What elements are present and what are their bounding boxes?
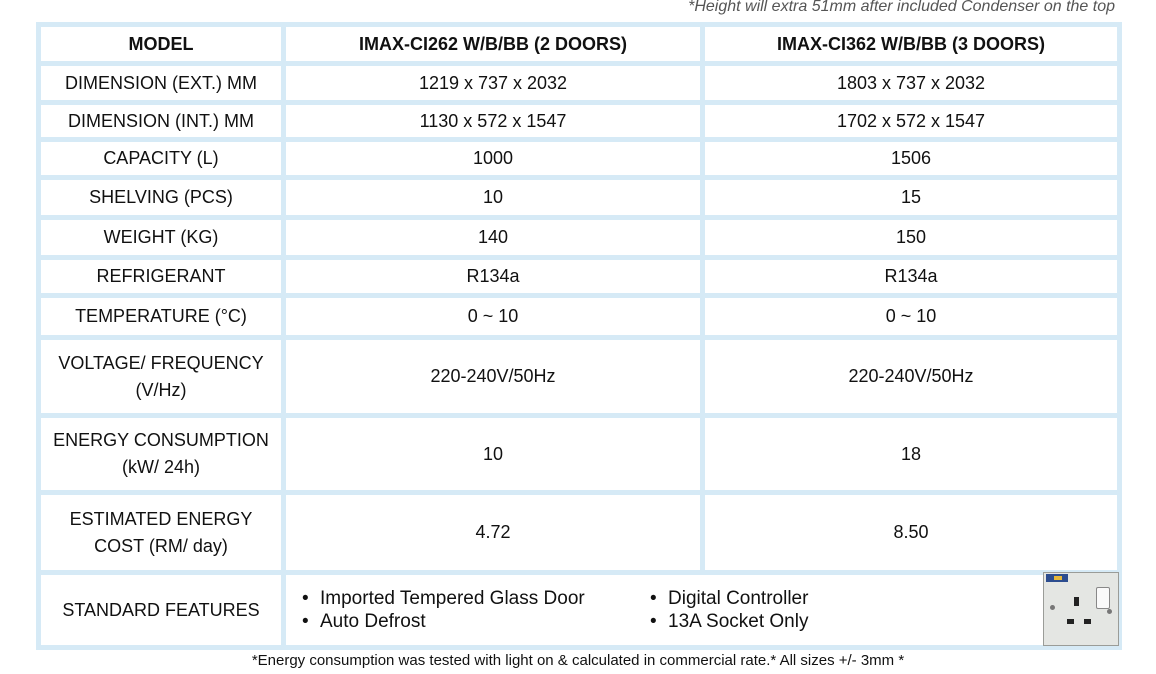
row-label: CAPACITY (L): [41, 142, 281, 175]
table-row: [41, 180, 1117, 215]
model-a-value: 10: [286, 180, 700, 215]
row-label: VOLTAGE/ FREQUENCY (V/Hz): [41, 340, 281, 413]
model-a-value: 1130 x 572 x 1547: [286, 105, 700, 137]
feature-item: • 13A Socket Only: [646, 610, 808, 633]
table-row: [41, 220, 1117, 255]
model-b-value: 220-240V/50Hz: [705, 340, 1117, 413]
features-list-right: [646, 587, 808, 633]
earth-pin-hole: [1074, 597, 1079, 606]
model-b-value: 1803 x 737 x 2032: [705, 66, 1117, 100]
model-b-value: 8.50: [705, 495, 1117, 570]
socket-switch: [1096, 587, 1110, 609]
features-cell: [286, 575, 1117, 645]
table-row: [41, 142, 1117, 175]
energy-footnote: *Energy consumption was tested with light on & calculated in commercial rate.* All sizes +/- 3mm *: [251, 652, 905, 669]
model-a-value: 1000: [286, 142, 700, 175]
model-b-value: R134a: [705, 260, 1117, 293]
row-label: WEIGHT (KG): [41, 220, 281, 255]
feature-item: • Auto Defrost: [298, 610, 585, 633]
table-row: [41, 418, 1117, 490]
features-list-left: [298, 587, 585, 633]
features-label: STANDARD FEATURES: [41, 575, 281, 645]
model-b-value: 1506: [705, 142, 1117, 175]
height-note: *Height will extra 51mm after included Condenser on the top: [688, 0, 1115, 15]
row-label: ESTIMATED ENERGY COST (RM/ day): [41, 495, 281, 570]
features-row: [41, 575, 1117, 645]
screw-icon: [1107, 609, 1112, 614]
power-socket-image: [1043, 572, 1119, 646]
model-b-value: 15: [705, 180, 1117, 215]
table-row: [41, 105, 1117, 137]
row-label: DIMENSION (EXT.) MM: [41, 66, 281, 100]
row-label: REFRIGERANT: [41, 260, 281, 293]
model-a-value: 1219 x 737 x 2032: [286, 66, 700, 100]
table-row: [41, 260, 1117, 293]
row-label: TEMPERATURE (°C): [41, 298, 281, 335]
model-a-value: 140: [286, 220, 700, 255]
model-a-value: R134a: [286, 260, 700, 293]
model-a-value: 0 ~ 10: [286, 298, 700, 335]
model-b-header: IMAX-CI362 W/B/BB (3 DOORS): [705, 27, 1117, 61]
table-row: [41, 298, 1117, 335]
header-label-cell: MODEL: [41, 27, 281, 61]
screw-icon: [1050, 605, 1055, 610]
model-b-value: 1702 x 572 x 1547: [705, 105, 1117, 137]
row-label: SHELVING (PCS): [41, 180, 281, 215]
spec-table: [36, 22, 1122, 650]
model-b-value: 150: [705, 220, 1117, 255]
feature-item: • Imported Tempered Glass Door: [298, 587, 585, 610]
model-a-value: 4.72: [286, 495, 700, 570]
sticker-label-accent: [1054, 576, 1062, 580]
model-b-value: 0 ~ 10: [705, 298, 1117, 335]
model-b-value: 18: [705, 418, 1117, 490]
table-row: [41, 340, 1117, 413]
row-label: DIMENSION (INT.) MM: [41, 105, 281, 137]
live-pin-hole: [1067, 619, 1074, 624]
model-a-value: 10: [286, 418, 700, 490]
feature-item: • Digital Controller: [646, 587, 808, 610]
header-row: [41, 27, 1117, 61]
table-row: [41, 66, 1117, 100]
model-a-value: 220-240V/50Hz: [286, 340, 700, 413]
model-a-header: IMAX-CI262 W/B/BB (2 DOORS): [286, 27, 700, 61]
neutral-pin-hole: [1084, 619, 1091, 624]
row-label: ENERGY CONSUMPTION (kW/ 24h): [41, 418, 281, 490]
table-row: [41, 495, 1117, 570]
